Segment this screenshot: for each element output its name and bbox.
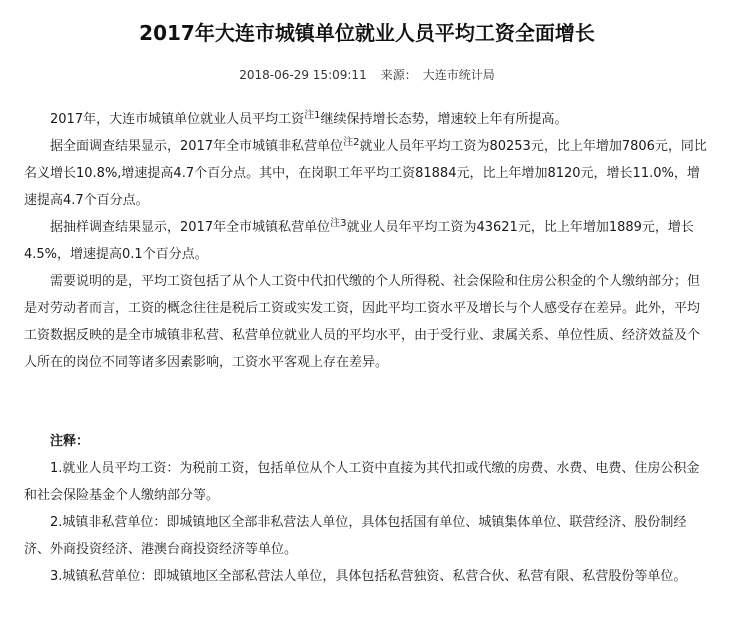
paragraph-2-text-a: 据全面调查结果显示，2017年全市城镇非私营单位	[50, 139, 344, 154]
source-label: 来源：	[380, 68, 417, 82]
article-body	[24, 106, 710, 376]
notes-section	[24, 428, 710, 590]
note-item-3: 3.城镇私营单位：即城镇地区全部私营法人单位，具体包括私营独资、私营合伙、私营有限、私营股份等单位。	[50, 569, 687, 584]
paragraph-2	[24, 133, 710, 214]
note-item-2: 2.城镇非私营单位：即城镇地区全部非私营法人单位，具体包括国有单位、城镇集体单位、联营经济、股份制经济、外商投资经济、港澳台商投资经济等单位。	[24, 515, 687, 557]
footnote-ref-1: 注1	[304, 110, 321, 121]
paragraph-1	[24, 106, 710, 133]
paragraph-3-text-b: 就业人员年平均工资为43621元，比上年增加1889元，增长4.5%，增速提高0.1个百分点。	[24, 220, 694, 262]
paragraph-2-text-b: 就业人员年平均工资为80253元，比上年增加7806元，同比名义增长10.8%,增速提高4.7个百分点。其中，在岗职工年平均工资81884元，比上年增加8120元，增长11.0%，增速提高4.7个百分点。	[24, 139, 707, 208]
article-meta	[24, 67, 710, 83]
note-item-1: 1.就业人员平均工资：为税前工资，包括单位从个人工资中直接为其代扣或代缴的房费、水费、电费、住房公积金和社会保险基金个人缴纳部分等。	[24, 461, 700, 503]
paragraph-1-text-b: 继续保持增长态势，增速较上年有所提高。	[320, 112, 568, 127]
footnote-ref-3: 注3	[330, 218, 347, 229]
notes-heading: 注释：	[50, 434, 90, 449]
paragraph-3-text-a: 据抽样调查结果显示，2017年全市城镇私营单位	[50, 220, 331, 235]
paragraph-3	[24, 214, 710, 268]
source-name: 大连市统计局	[422, 68, 495, 82]
publish-date: 2018-06-29 15:09:11	[239, 68, 367, 82]
footnote-ref-2: 注2	[343, 137, 360, 148]
paragraph-1-text-a: 2017年，大连市城镇单位就业人员平均工资	[50, 112, 305, 127]
paragraph-4-text: 需要说明的是，平均工资包括了从个人工资中代扣代缴的个人所得税、社会保险和住房公积金的个人缴纳部分；但是对劳动者而言，工资的概念往往是税后工资或实发工资，因此平均工资水平及增长与个人感受存在差异。此外，平均工资数据反映的是全市城镇非私营、私营单位就业人员的平均水平，由于受行业、隶属关系、单位性质、经济效益及个人所在的岗位不同等诸多因素影响，工资水平客观上存在差异。	[24, 274, 701, 370]
paragraph-4	[24, 268, 710, 376]
article-title: 2017年大连市城镇单位就业人员平均工资全面增长	[139, 21, 595, 45]
